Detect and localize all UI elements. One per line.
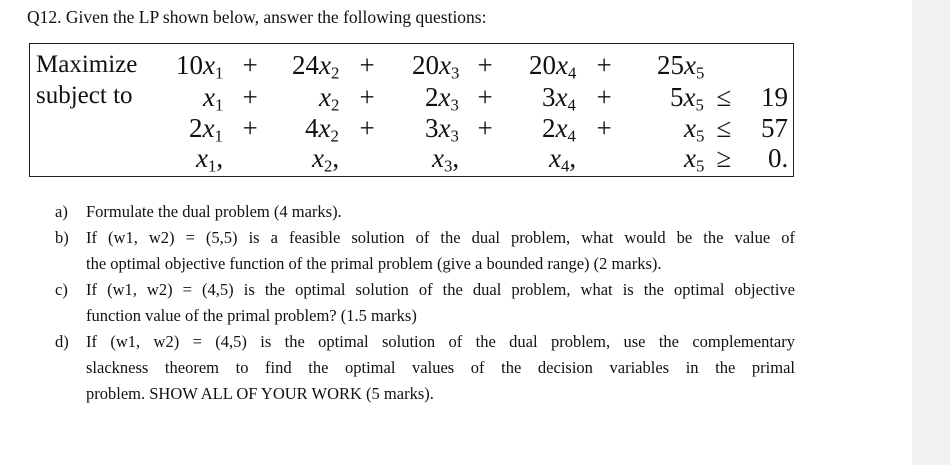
- rhs-value: 19: [761, 82, 788, 112]
- lp-term: $20x_3$: [412, 50, 460, 83]
- lp-term: $25x_5$: [657, 50, 705, 83]
- question-title: Q12. Given the LP shown below, answer the following questions:: [27, 7, 487, 27]
- rhs-value: 57: [761, 113, 788, 143]
- lp-term: $x_1$,: [196, 143, 224, 176]
- part-text: [86, 277, 795, 329]
- part-letter: a): [55, 202, 68, 221]
- plus-operator: +: [359, 113, 375, 143]
- question-part: [55, 277, 795, 329]
- part-text: [86, 329, 795, 407]
- lp-term: $2x_4$: [542, 113, 576, 146]
- lp-term: $x_1$: [203, 82, 224, 115]
- part-text-line: function value of the primal problem? (1.5 marks): [86, 306, 417, 325]
- part-letter: d): [55, 332, 69, 351]
- part-letter: c): [55, 280, 68, 299]
- part-text-line: If (w1, w2) = (4,5) is the optimal solution of the dual problem, use the complementary: [86, 332, 795, 351]
- part-text-line: problem. SHOW ALL OF YOUR WORK (5 marks).: [86, 384, 434, 403]
- plus-operator: +: [596, 113, 612, 143]
- leq-operator: ≤: [716, 113, 732, 143]
- lp-term: $2x_1$: [189, 113, 223, 146]
- leq-operator: ≤: [716, 82, 732, 112]
- lp-term: $x_2$,: [312, 143, 340, 176]
- plus-operator: +: [477, 82, 493, 112]
- plus-operator: +: [596, 50, 612, 80]
- question-part: [55, 329, 795, 407]
- part-text-line: slackness theorem to find the optimal values of the decision variables in the primal: [86, 358, 795, 377]
- plus-operator: +: [596, 82, 612, 112]
- lp-term: $x_4$,: [549, 143, 577, 176]
- plus-operator: +: [242, 113, 258, 143]
- lp-formulation-box: [29, 43, 794, 177]
- lp-term: $5x_5$: [670, 82, 704, 115]
- lp-term: $x_5$: [684, 143, 705, 176]
- lp-term: $x_2$: [319, 82, 340, 115]
- part-text-line: the optimal objective function of the primal problem (give a bounded range) (2 marks).: [86, 254, 662, 273]
- lp-term: $3x_4$: [542, 82, 576, 115]
- lp-term: $x_3$,: [432, 143, 460, 176]
- plus-operator: +: [359, 50, 375, 80]
- part-text-line: If (w1, w2) = (4,5) is the optimal solution of the dual problem, what is the optimal objective: [86, 280, 795, 299]
- part-letter: b): [55, 228, 69, 247]
- lp-term: $4x_2$: [305, 113, 339, 146]
- part-text-line: Formulate the dual problem (4 marks).: [86, 202, 342, 221]
- plus-operator: +: [242, 82, 258, 112]
- part-text: [86, 225, 795, 277]
- question-part: [55, 199, 795, 225]
- geq-operator: ≥: [716, 143, 732, 173]
- constraint-label: subject to: [36, 82, 133, 109]
- objective-label: Maximize: [36, 51, 138, 78]
- right-margin-strip: [912, 0, 950, 465]
- part-text-line: If (w1, w2) = (5,5) is a feasible solution of the dual problem, what would be the value of: [86, 228, 795, 247]
- lp-term: $24x_2$: [292, 50, 340, 83]
- lp-term: $10x_1$: [176, 50, 224, 83]
- plus-operator: +: [477, 50, 493, 80]
- lp-term: $2x_3$: [425, 82, 459, 115]
- plus-operator: +: [477, 113, 493, 143]
- lp-term: $x_5$: [684, 113, 705, 146]
- rhs-value: 0.: [768, 143, 789, 173]
- part-text: [86, 199, 795, 225]
- question-parts: [55, 199, 795, 407]
- plus-operator: +: [242, 50, 258, 80]
- lp-term: $20x_4$: [529, 50, 577, 83]
- lp-term: $3x_3$: [425, 113, 459, 146]
- plus-operator: +: [359, 82, 375, 112]
- question-part: [55, 225, 795, 277]
